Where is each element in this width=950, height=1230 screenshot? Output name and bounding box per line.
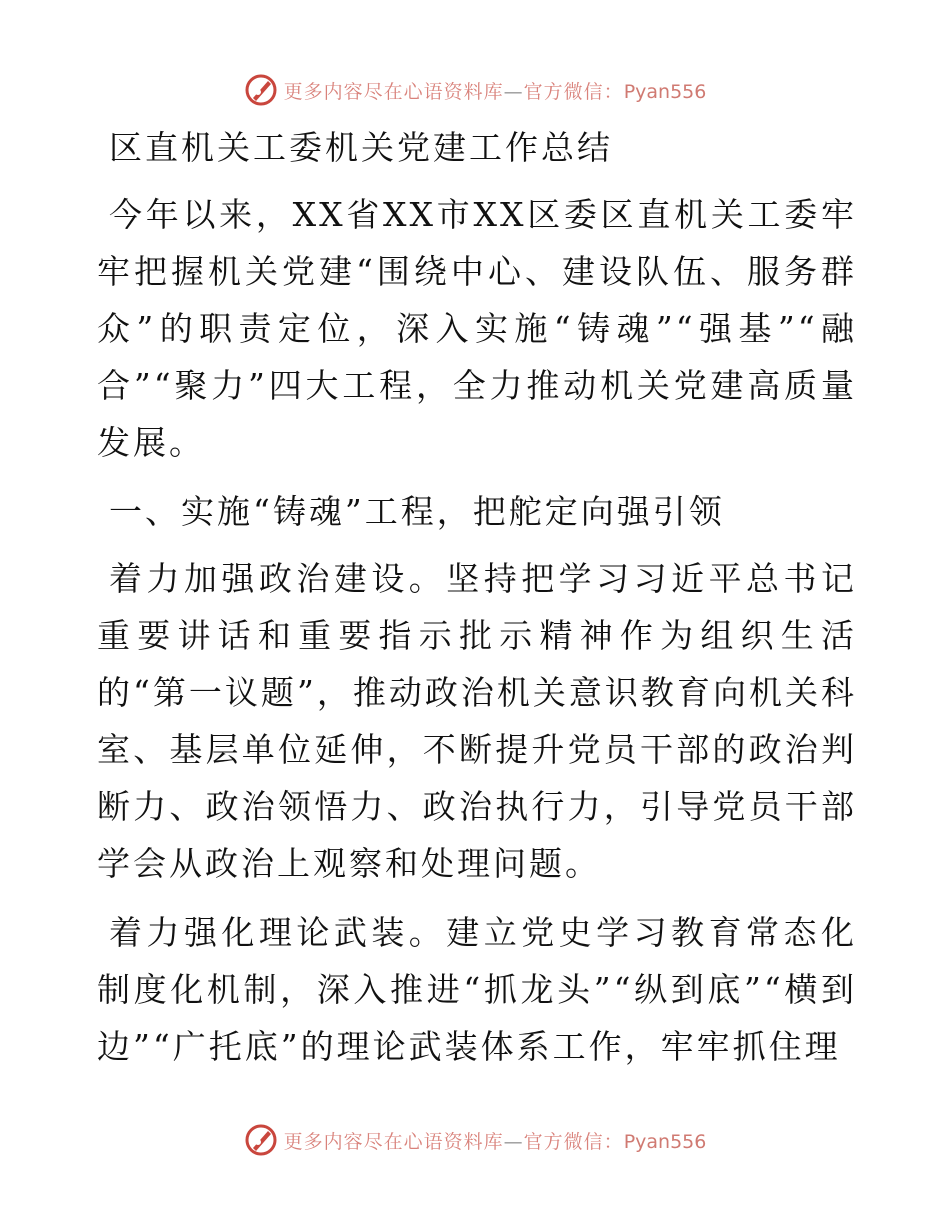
document-title: 区直机关工委机关党建工作总结 bbox=[109, 128, 613, 167]
intro-paragraph: 今年以来，XX省XX市XX区委区直机关工委牢牢把握机关党建“围绕中心、建设队伍、服务群众”的职责定位，深入实施“铸魂”“强基”“融合”“聚力”四大工程，全力推动机关党建高质量发展。 bbox=[97, 195, 857, 462]
pen-logo-icon bbox=[244, 1123, 278, 1157]
body-paragraph: 着力加强政治建设。坚持把学习习近平总书记重要讲话和重要指示批示精神作为组织生活的“第一议题”，推动政治机关意识教育向机关科室、基层单位延伸，不断提升党员干部的政治判断力、政治领悟力、政治执行力，引导党员干部学会从政治上观察和处理问题。 bbox=[97, 559, 857, 883]
body-paragraph: 着力强化理论武装。建立党史学习教育常态化制度化机制，深入推进“抓龙头”“纵到底”“横到边”“广托底”的理论武装体系工作，牢牢抓住理 bbox=[97, 913, 857, 1066]
section-heading: 一、实施“铸魂”工程，把舵定向强引领 bbox=[109, 492, 725, 531]
watermark-text: 更多内容尽在心语资料库—官方微信：Pyan556 bbox=[283, 1130, 707, 1153]
watermark-text: 更多内容尽在心语资料库—官方微信：Pyan556 bbox=[283, 80, 707, 103]
pen-logo-icon bbox=[244, 73, 278, 107]
watermark-footer bbox=[0, 1122, 950, 1158]
watermark-header bbox=[0, 72, 950, 108]
document-body bbox=[97, 122, 857, 1087]
